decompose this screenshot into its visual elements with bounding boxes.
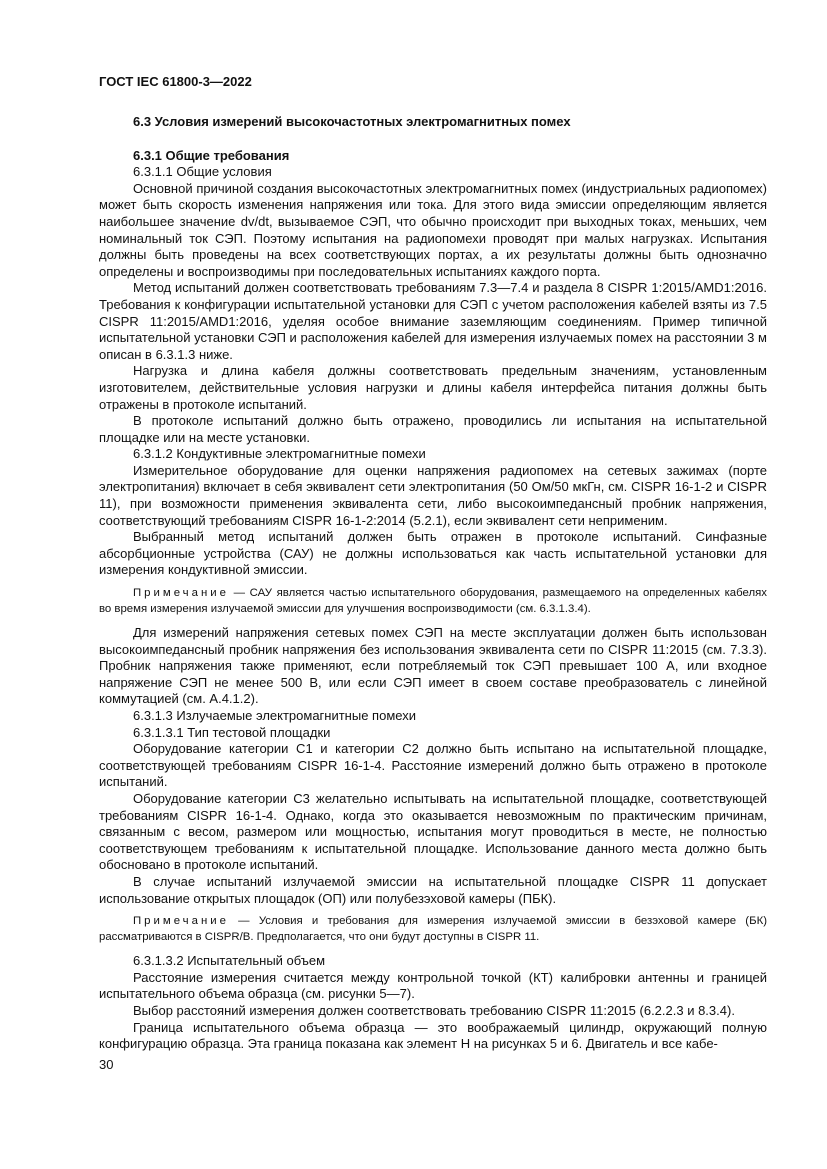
subsection-title: 6.3.1 Общие требования <box>133 147 290 163</box>
paragraph: Нагрузка и длина кабеля должны соответствовать предельным значениям, установленным изготовителем, действительные условия нагрузки и длины кабеля интерфейса питания должны быть отражены в протоколе испытаний. <box>99 363 767 412</box>
paragraph: Измерительное оборудование для оценки напряжения радиопомех на сетевых зажимах (порте электропитания) включает в себя эквивалент сети электропитания (50 Ом/50 мкГн, см. CISPR 16-1-2 и CISPR 11), при возможности применения эквивалента сети, либо высокоимпедансный пробник напряжения, соответствующий требованиям CISPR 16-1-2:2014 (5.2.1), если эквивалент сети неприменим. <box>99 462 767 528</box>
clause-subheading: 6.3.1.3.1 Тип тестовой площадки <box>133 724 331 740</box>
note-label: Примечание <box>133 915 229 928</box>
paragraph: В случае испытаний излучаемой эмиссии на испытательной площадке CISPR 11 допускает использование открытых площадок (ОП) или полубезэховой камеры (ПБК). <box>99 873 767 906</box>
clause-heading: 6.3.1.3 Излучаемые электромагнитные помехи <box>133 708 416 723</box>
paragraph: В протоколе испытаний должно быть отражено, проводились ли испытания на испытательной площадке или на месте установки. <box>99 413 767 445</box>
paragraph: Основной причиной создания высокочастотных электромагнитных помех (индустриальных радиопомех) может быть скорость изменения напряжения или тока. Для этого вида эмиссии определяющим является наибольшее значение dv/dt, вызываемое СЭП, что обычно происходит при выходных токах, меньших, чем номинальный ток СЭП. Поэтому испытания на радиопомехи проводят при малых нагрузках. Испытания должны быть проведены на всех соответствующих портах, а их результаты должны быть однозначно определены и воспроизводимы при последовательных испытаниях каждого порта. <box>99 180 767 279</box>
note <box>99 913 767 945</box>
clause-heading: 6.3.1.1 Общие условия <box>133 164 272 180</box>
note-label: Примечание <box>133 587 229 600</box>
paragraph: Граница испытательного объема образца — это воображаемый цилиндр, окружающий полную конфигурацию образца. Эта граница показана как элемент Н на рисунках 5 и 6. Двигатель и все кабе- <box>99 1019 767 1052</box>
clause-subheading: 6.3.1.3.2 Испытательный объем <box>133 953 326 969</box>
document-header: ГОСТ IEC 61800-3—2022 <box>99 74 252 89</box>
paragraph: Расстояние измерения считается между контрольной точкой (КТ) калибровки антенны и границей испытательного объема образца (см. рисунки 5—7). <box>99 969 767 1002</box>
note-text: — САУ является частью испытательного оборудования, размещаемого на определенных кабелях во время измерения излучаемой эмиссии для улучшения воспроизводимости (см. 6.3.1.3.4). <box>99 587 767 616</box>
paragraph: Выбранный метод испытаний должен быть отражен в протоколе испытаний. Синфазные абсорбционные устройства (САУ) не должны использоваться как часть испытательной установки для измерения кондуктивной эмиссии. <box>99 529 767 578</box>
section-title: 6.3 Условия измерений высокочастотных электромагнитных помех <box>133 114 571 129</box>
paragraph: Оборудование категории С1 и категории С2 должно быть испытано на испытательной площадке, соответствующей требованиям CISPR 16-1-4. Расстояние измерений должно быть отражено в протоколе испытаний. <box>99 741 767 790</box>
clause-heading: 6.3.1.2 Кондуктивные электромагнитные помехи <box>133 446 426 462</box>
document-body <box>99 114 767 1053</box>
page-number: 30 <box>99 1057 114 1072</box>
paragraph: Метод испытаний должен соответствовать требованиям 7.3—7.4 и раздела 8 CISPR 1:2015/AMD1:2016. Требования к конфигурации испытательной установки для СЭП с учетом расположения кабелей взяты из 7.5 CISPR 11:2015/AMD1:2016, уделяя особое внимание заземляющим соединениям. Пример типичной испытательной установки СЭП и расположения кабелей для измерения излучаемых помех на расстоянии 3 м описан в 6.3.1.3 ниже. <box>99 280 767 362</box>
paragraph: Выбор расстояний измерения должен соответствовать требованию CISPR 11:2015 (6.2.2.3 и 8.3.4). <box>133 1002 735 1018</box>
note <box>99 585 767 617</box>
note-text: — Условия и требования для измерения излучаемой эмиссии в безэховой камере (БК) рассматриваются в CISPR/B. Предполагается, что они будут доступны в CISPR 11. <box>99 915 767 944</box>
paragraph: Для измерений напряжения сетевых помех СЭП на месте эксплуатации должен быть использован высокоимпедансный пробник напряжения без использования эквивалента сети по CISPR 11:2015 (см. 7.3.3). Пробник напряжения также применяют, если потребляемый ток СЭП превышает 100 А, или входное напряжение СЭП не менее 500 В, или если СЭП имеет в своем составе преобразователь с линейной коммутацией (см. А.4.1.2). <box>99 625 767 707</box>
paragraph: Оборудование категории С3 желательно испытывать на испытательной площадке, соответствующей требованиям CISPR 16-1-4. Однако, когда это оказывается невозможным по практическим причинам, связанным с весом, размером или мощностью, испытания могут проводиться в месте, не полностью соответствующем требованиям к испытательной площадке. Использование данного места должно быть обосновано в протоколе испытаний. <box>99 790 767 873</box>
